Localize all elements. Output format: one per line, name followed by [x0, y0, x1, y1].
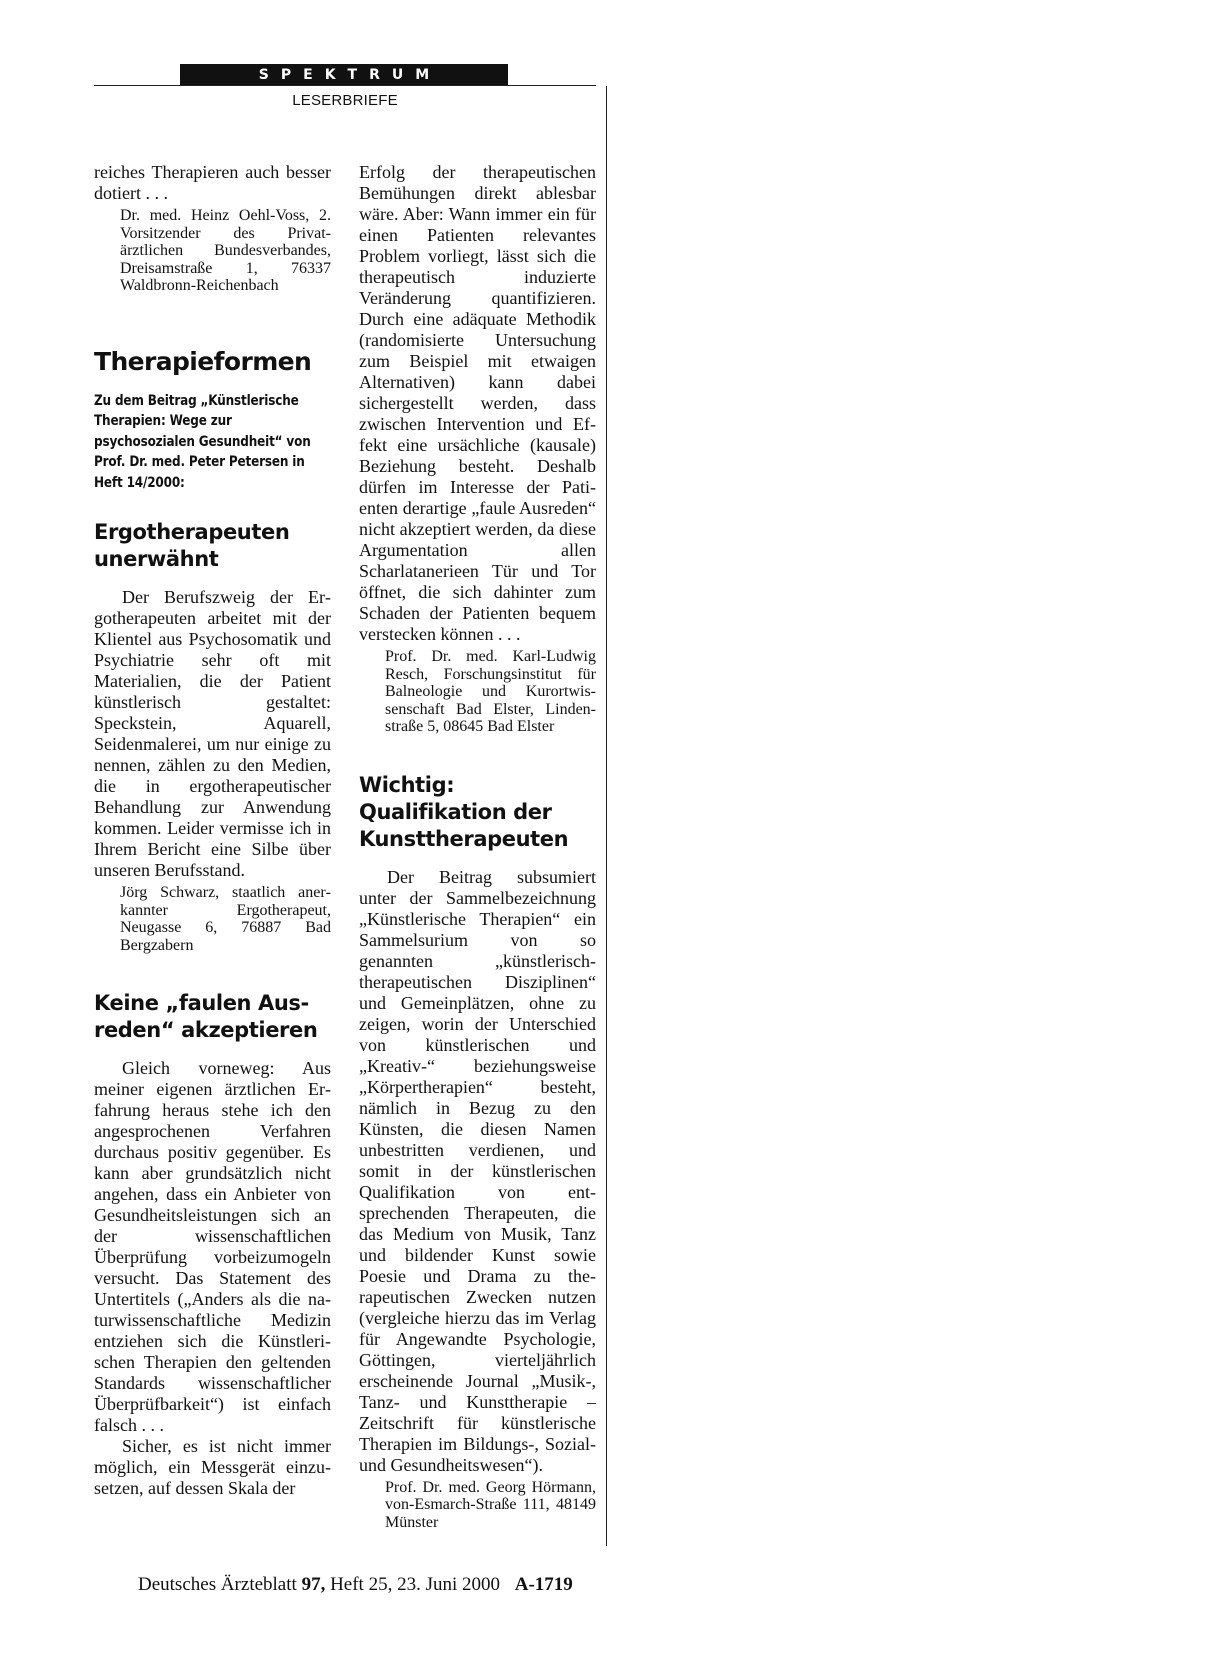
- letter-title: Ergotherapeuten unerwähnt: [94, 520, 290, 571]
- author-signature: Dr. med. Heinz Oehl-Voss, 2. Vorsitzender des Privatärztlichen Bundesverbandes, Dreisamstraße 1, 76337 Waldbronn-Reichenbach: [120, 207, 331, 294]
- column-divider: [606, 86, 607, 1546]
- letter-body: Erfolg der therapeutischen Bemühungen direkt ablesbar wäre. Aber: Wann immer ein für einen Patienten relevantes Problem vorliegt, lässt sich die therapeutisch induzierte Veränderung quantifizieren. Durch eine adäquate Methodik (randomisierte Untersuchung zum Beispiel mit etwaigen Alternativen) kann dabei sichergestellt werden, dass zwischen Intervention und Effekt eine ursächliche (kausale) Beziehung besteht. Deshalb dürfen im Interesse der Patienten derartige „faule Ausreden“ nicht akzeptiert werden, da diese Argumentation allen Scharlatanerieen Tür und Tor öffnet, die sich dahinter zum Schaden der Patienten bequem verstecken können . . .: [359, 162, 596, 644]
- letter-title: Keine „faulen Ausreden“ akzeptieren: [94, 991, 318, 1042]
- section-intro: Zu dem Beitrag „Künstlerische Therapien: Wege zur psychosozialen Gesundheit“ von Prof. Dr. med. Peter Petersen in Heft 14/2000:: [94, 392, 311, 491]
- author-signature: Jörg Schwarz, staatlich anerkannter Ergotherapeut, Neugasse 6, 76887 Bad Bergzabern: [120, 884, 331, 954]
- journal-volume: 97,: [301, 1574, 326, 1595]
- letter-title: Wichtig: Qualifikation der Kunsttherapeuten: [359, 772, 569, 851]
- column-left: [94, 162, 331, 1499]
- letter-body: Der Beitrag subsumiert unter der Sammelbezeichnung „Künstlerische Therapien“ ein Sammelsurium von so genannten „künstlerisch-therapeutischen Disziplinen“ und Gemeinplätzen, ohne zu zeigen, worin der Unterschied von künstlerischen und „Kreativ-“ beziehungsweise „Körpertherapien“ besteht, nämlich in Bezug zu den Künsten, die diesen Namen unbestritten verdienen, und somit in der künstlerischen Qualifikation von entsprechenden Therapeuten, die das Medium von Musik, Tanz und bildender Kunst sowie Poesie und Drama zu therapeutischen Zwecken nutzen (vergleiche hierzu das im Verlag für Angewandte Psychologie, Göttingen, vierteljährlich erscheinende Journal „Musik-, Tanz- und Kunsttherapie – Zeitschrift für künstlerische Therapien im Bildungs-, Sozial- und Gesundheitswesen“).: [359, 866, 596, 1475]
- continued-text: reiches Therapieren auch besser dotiert . . .: [94, 162, 331, 203]
- issue-info: Heft 25, 23. Juni 2000: [330, 1574, 500, 1595]
- subsection-label: LESERBRIEFE: [292, 92, 398, 109]
- section-banner: SPEKTRUM: [180, 64, 508, 86]
- letter-body: Sicher, es ist nicht immer möglich, ein Messgerät einzusetzen, auf dessen Skala der: [94, 1436, 331, 1498]
- author-signature: Prof. Dr. med. Karl-Ludwig Resch, Forschungsinstitut für Balneologie und Kurortwissenschaft Bad Elster, Lindenstraße 5, 08645 Bad Elster: [385, 648, 596, 735]
- author-signature: Prof. Dr. med. Georg Hörmann, von-Esmarch-Straße 111, 48149 Münster: [385, 1478, 596, 1531]
- page-number: A-1719: [514, 1574, 573, 1595]
- section-title: Therapieformen: [94, 346, 312, 376]
- journal-name: Deutsches Ärzteblatt: [138, 1574, 297, 1595]
- header-rule: [94, 85, 596, 86]
- letter-body: Gleich vorneweg: Aus meiner eigenen ärztlichen Erfahrung heraus stehe ich den angesprochenen Verfahren durchaus positiv gegenüber. Es kann aber grundsätzlich nicht angehen, dass ein Anbieter von Gesundheitsleistungen sich an der wissenschaftlichen Überprüfung vorbeizumogeln versucht. Das Statement des Untertitels („Anders als die naturwissenschaftliche Medizin entziehen sich die Künstlerischen Therapien den geltenden Standards wissenschaftlicher Überprüfbarkeit“) ist einfach falsch . . .: [94, 1058, 331, 1435]
- letter-body: Der Berufszweig der Ergotherapeuten arbeitet mit der Klientel aus Psychosomatik und Psychiatrie sehr oft mit Materialien, die der Patient künstlerisch gestaltet: Speckstein, Aquarell, Seidenmalerei, um nur einige zu nennen, zählen zu den Medien, die in ergotherapeutischer Behandlung zur Anwendung kommen. Leider vermisse ich in Ihrem Bericht eine Silbe über unseren Berufsstand.: [94, 587, 331, 880]
- page-footer: [138, 1574, 573, 1596]
- column-right: [359, 162, 596, 1531]
